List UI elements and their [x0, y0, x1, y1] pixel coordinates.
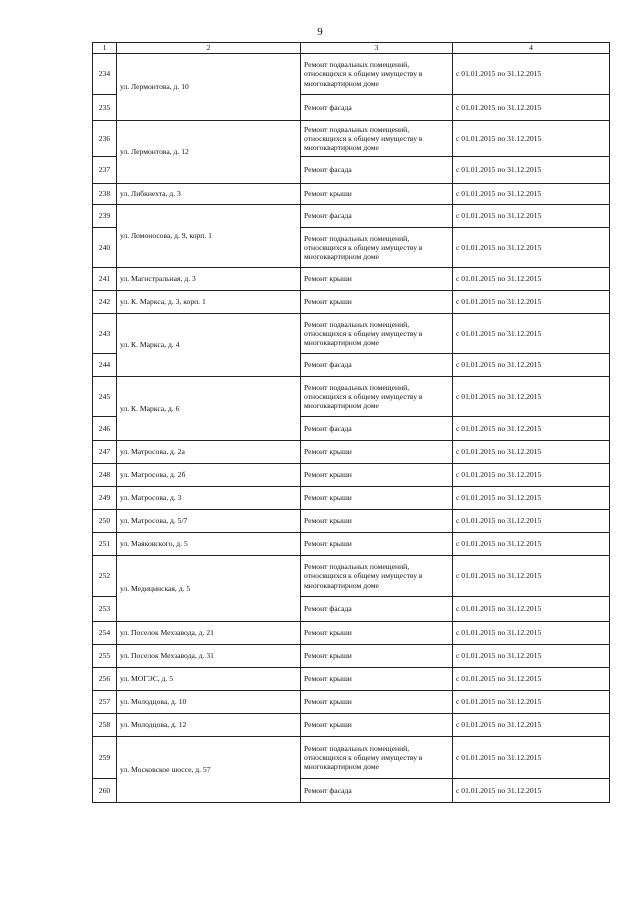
work-cell: Ремонт фасада	[301, 205, 453, 228]
address-cell: ул. Поселок Мехзавода, д. 21	[117, 622, 301, 645]
address-cell: ул. Молодцова, д. 12	[117, 714, 301, 737]
row-number: 255	[93, 645, 117, 668]
address-cell: ул. Лермонтова, д. 12	[117, 121, 301, 184]
row-number: 247	[93, 441, 117, 464]
work-cell: Ремонт крыши	[301, 441, 453, 464]
work-cell: Ремонт подвальных помещений, относящихся к общему имуществу в многоквартирном доме	[301, 377, 453, 417]
period-cell: с 01.01.2015 по 31.12.2015	[453, 691, 610, 714]
period-cell: с 01.01.2015 по 31.12.2015	[453, 121, 610, 157]
work-cell: Ремонт крыши	[301, 464, 453, 487]
period-cell: с 01.01.2015 по 31.12.2015	[453, 314, 610, 354]
address-cell: ул. Матросова, д. 2а	[117, 441, 301, 464]
period-cell: с 01.01.2015 по 31.12.2015	[453, 228, 610, 268]
work-cell: Ремонт крыши	[301, 268, 453, 291]
table-row	[93, 510, 610, 533]
period-cell: с 01.01.2015 по 31.12.2015	[453, 779, 610, 803]
address-cell: ул. Магистральная, д. 3	[117, 268, 301, 291]
period-cell: с 01.01.2015 по 31.12.2015	[453, 184, 610, 205]
period-cell: с 01.01.2015 по 31.12.2015	[453, 487, 610, 510]
period-cell: с 01.01.2015 по 31.12.2015	[453, 157, 610, 184]
address-cell: ул. Поселок Мехзавода, д. 31	[117, 645, 301, 668]
period-cell: с 01.01.2015 по 31.12.2015	[453, 464, 610, 487]
period-cell: с 01.01.2015 по 31.12.2015	[453, 354, 610, 377]
address-cell: ул. Либкнехта, д. 3	[117, 184, 301, 205]
work-cell: Ремонт подвальных помещений, относящихся к общему имуществу в многоквартирном доме	[301, 314, 453, 354]
table-row	[93, 622, 610, 645]
period-cell: с 01.01.2015 по 31.12.2015	[453, 417, 610, 441]
row-number: 248	[93, 464, 117, 487]
period-cell: с 01.01.2015 по 31.12.2015	[453, 645, 610, 668]
header-col-4: 4	[453, 43, 610, 54]
address-cell: ул. К. Маркса, д. 6	[117, 377, 301, 441]
table-row	[93, 121, 610, 157]
work-cell: Ремонт крыши	[301, 645, 453, 668]
header-row	[93, 43, 610, 54]
work-cell: Ремонт крыши	[301, 714, 453, 737]
address-cell: ул. Молодцова, д. 10	[117, 691, 301, 714]
period-cell: с 01.01.2015 по 31.12.2015	[453, 95, 610, 121]
table-row	[93, 54, 610, 95]
work-cell: Ремонт крыши	[301, 691, 453, 714]
row-number: 237	[93, 157, 117, 184]
row-number: 238	[93, 184, 117, 205]
row-number: 242	[93, 291, 117, 314]
table-row	[93, 737, 610, 779]
work-cell: Ремонт крыши	[301, 487, 453, 510]
work-cell: Ремонт подвальных помещений, относящихся к общему имуществу в многоквартирном доме	[301, 228, 453, 268]
row-number: 254	[93, 622, 117, 645]
table-row	[93, 487, 610, 510]
table-row	[93, 291, 610, 314]
work-cell: Ремонт подвальных помещений, относящихся к общему имуществу в многоквартирном доме	[301, 54, 453, 95]
row-number: 245	[93, 377, 117, 417]
row-number: 256	[93, 668, 117, 691]
work-cell: Ремонт крыши	[301, 184, 453, 205]
table-row	[93, 556, 610, 597]
row-number: 236	[93, 121, 117, 157]
row-number: 251	[93, 533, 117, 556]
period-cell: с 01.01.2015 по 31.12.2015	[453, 714, 610, 737]
row-number: 252	[93, 556, 117, 597]
address-cell: ул. Медицинская, д. 5	[117, 556, 301, 622]
table-row	[93, 268, 610, 291]
page-number: 9	[317, 26, 323, 38]
period-cell: с 01.01.2015 по 31.12.2015	[453, 533, 610, 556]
address-cell: ул. Московское шоссе, д. 57	[117, 737, 301, 803]
work-cell: Ремонт фасада	[301, 354, 453, 377]
period-cell: с 01.01.2015 по 31.12.2015	[453, 441, 610, 464]
table-row	[93, 714, 610, 737]
row-number: 250	[93, 510, 117, 533]
period-cell: с 01.01.2015 по 31.12.2015	[453, 597, 610, 622]
table-row	[93, 464, 610, 487]
table-row	[93, 377, 610, 417]
row-number: 260	[93, 779, 117, 803]
row-number: 239	[93, 205, 117, 228]
work-cell: Ремонт фасада	[301, 779, 453, 803]
work-cell: Ремонт крыши	[301, 533, 453, 556]
work-cell: Ремонт крыши	[301, 510, 453, 533]
row-number: 257	[93, 691, 117, 714]
work-cell: Ремонт фасада	[301, 157, 453, 184]
header-col-3: 3	[301, 43, 453, 54]
period-cell: с 01.01.2015 по 31.12.2015	[453, 268, 610, 291]
address-cell: ул. Маяковского, д. 5	[117, 533, 301, 556]
header-col-1: 1	[93, 43, 117, 54]
row-number: 234	[93, 54, 117, 95]
row-number: 249	[93, 487, 117, 510]
work-cell: Ремонт фасада	[301, 95, 453, 121]
address-cell: ул. К. Маркса, д. 3, корп. 1	[117, 291, 301, 314]
address-cell: ул. Ломоносова, д. 9, корп. 1	[117, 205, 301, 268]
table-row	[93, 314, 610, 354]
address-cell: ул. К. Маркса, д. 4	[117, 314, 301, 377]
period-cell: с 01.01.2015 по 31.12.2015	[453, 737, 610, 779]
work-cell: Ремонт подвальных помещений, относящихся к общему имуществу в многоквартирном доме	[301, 121, 453, 157]
work-cell: Ремонт подвальных помещений, относящихся к общему имуществу в многоквартирном доме	[301, 556, 453, 597]
period-cell: с 01.01.2015 по 31.12.2015	[453, 668, 610, 691]
row-number: 240	[93, 228, 117, 268]
row-number: 253	[93, 597, 117, 622]
row-number: 244	[93, 354, 117, 377]
header-col-2: 2	[117, 43, 301, 54]
repair-schedule-table	[92, 42, 610, 803]
work-cell: Ремонт крыши	[301, 668, 453, 691]
address-cell: ул. Матросова, д. 3	[117, 487, 301, 510]
address-cell: ул. Матросова, д. 2б	[117, 464, 301, 487]
work-cell: Ремонт крыши	[301, 622, 453, 645]
work-cell: Ремонт подвальных помещений, относящихся к общему имуществу в многоквартирном доме	[301, 737, 453, 779]
period-cell: с 01.01.2015 по 31.12.2015	[453, 556, 610, 597]
work-cell: Ремонт крыши	[301, 291, 453, 314]
period-cell: с 01.01.2015 по 31.12.2015	[453, 377, 610, 417]
period-cell: с 01.01.2015 по 31.12.2015	[453, 291, 610, 314]
period-cell: с 01.01.2015 по 31.12.2015	[453, 205, 610, 228]
address-cell: ул. Матросова, д. 5/7	[117, 510, 301, 533]
table-row	[93, 645, 610, 668]
row-number: 246	[93, 417, 117, 441]
table-row	[93, 205, 610, 228]
row-number: 243	[93, 314, 117, 354]
row-number: 241	[93, 268, 117, 291]
period-cell: с 01.01.2015 по 31.12.2015	[453, 54, 610, 95]
work-cell: Ремонт фасада	[301, 417, 453, 441]
address-cell: ул. МОГЭС, д. 5	[117, 668, 301, 691]
address-cell: ул. Лермонтова, д. 10	[117, 54, 301, 121]
table-row	[93, 691, 610, 714]
table-row	[93, 668, 610, 691]
period-cell: с 01.01.2015 по 31.12.2015	[453, 510, 610, 533]
work-cell: Ремонт фасада	[301, 597, 453, 622]
table-row	[93, 441, 610, 464]
table-row	[93, 184, 610, 205]
row-number: 258	[93, 714, 117, 737]
table-row	[93, 533, 610, 556]
row-number: 235	[93, 95, 117, 121]
row-number: 259	[93, 737, 117, 779]
period-cell: с 01.01.2015 по 31.12.2015	[453, 622, 610, 645]
